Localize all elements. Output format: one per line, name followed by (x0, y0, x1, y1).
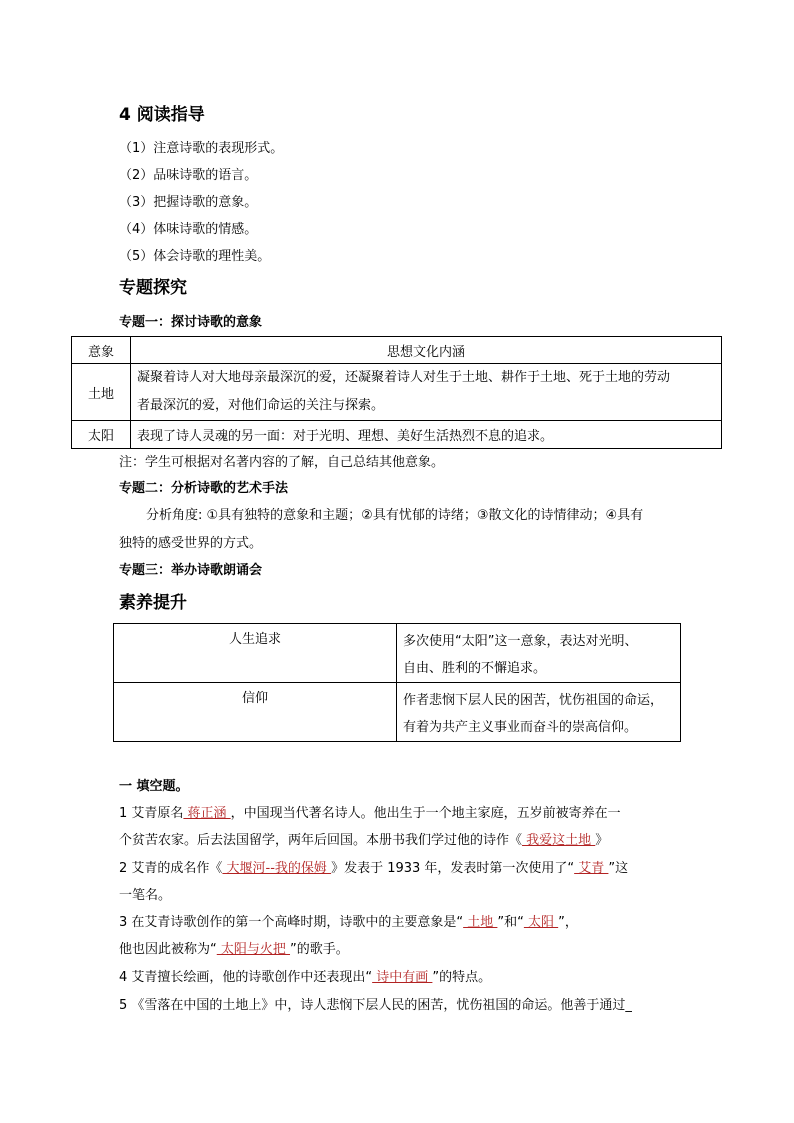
table-header-row (72, 337, 722, 364)
question-3-cont (119, 938, 349, 957)
question-text: 他也因此被称为“ (119, 942, 217, 957)
fill-blank-title: 一 填空题。 (119, 779, 189, 794)
literacy-label: 人生追求 (114, 624, 397, 683)
question-text: ，中国现当代著名诗人。他出生于一个地主家庭，五岁前被寄养在一 (230, 806, 621, 821)
table-header-cell: 思想文化内涵 (131, 337, 722, 364)
meaning-line: 凝聚着诗人对大地母亲最深沉的爱，还凝聚着诗人对生于土地、耕作于土地、死于土地的劳动 (137, 370, 671, 385)
question-text: 1 艾青原名 (119, 806, 184, 821)
question-text: ”的特点。 (432, 970, 492, 985)
answer-blank: 太阳与火把 (216, 942, 291, 957)
literacy-label: 信仰 (114, 683, 397, 742)
topic-2-title: 专题二：分析诗歌的艺术手法 (119, 481, 289, 496)
literacy-line: 作者悲悯下层人民的困苦，忧伤祖国的命运， (403, 693, 664, 708)
question-text: 》 (595, 833, 609, 848)
reading-item: （5）体会诗歌的理性美。 (119, 249, 271, 264)
question-2-cont: 一笔名。 (119, 888, 172, 903)
literacy-line: 有着为共产主义事业而奋斗的崇高信仰。 (403, 720, 638, 735)
table-row (72, 421, 722, 449)
literacy-title: 素养提升 (119, 593, 187, 613)
question-text: ”， (558, 915, 578, 930)
literacy-text (397, 683, 681, 742)
imagery-table (71, 336, 722, 449)
answer-blank: 大堰河--我的保姆 (222, 861, 332, 876)
question-5: 5 《雪落在中国的土地上》中，诗人悲悯下层人民的困苦，忧伤祖国的命运。他善于通过_ (119, 998, 632, 1013)
answer-blank: 蒋正涵 (183, 806, 231, 821)
question-3 (119, 911, 578, 930)
table-row (114, 683, 681, 742)
reading-item: （3）把握诗歌的意象。 (119, 195, 258, 210)
literacy-table (113, 623, 681, 742)
question-text: ”这 (608, 861, 629, 876)
answer-blank: 太阳 (523, 915, 559, 930)
question-text: 4 艾青擅长绘画，他的诗歌创作中还表现出“ (119, 970, 373, 985)
question-2 (119, 857, 628, 876)
literacy-line: 多次使用“太阳”这一意象，表达对光明、 (403, 634, 638, 649)
table-note: 注：学生可根据对名著内容的了解，自己总结其他意象。 (119, 455, 445, 470)
question-text: ”和“ (497, 915, 524, 930)
reading-item: （2）品味诗歌的语言。 (119, 168, 258, 183)
topic-2-text: 独特的感受世界的方式。 (119, 536, 263, 551)
table-cell-meaning: 表现了诗人灵魂的另一面：对于光明、理想、美好生活热烈不息的追求。 (131, 421, 722, 449)
topic-section-title: 专题探究 (119, 278, 187, 298)
table-row (72, 364, 722, 421)
reading-guide-title: 4 阅读指导 (119, 105, 205, 125)
table-cell-meaning (131, 364, 722, 421)
topic-3-title: 专题三：举办诗歌朗诵会 (119, 563, 263, 578)
question-text: 个贫苦农家。后去法国留学，两年后回国。本册书我们学过他的诗作《 (119, 833, 523, 848)
answer-blank: 我爱这土地 (522, 833, 596, 848)
reading-item: （4）体味诗歌的情感。 (119, 222, 258, 237)
literacy-text (397, 624, 681, 683)
question-text: 2 艾青的成名作《 (119, 861, 223, 876)
answer-blank: 土地 (463, 915, 498, 930)
answer-blank: 诗中有画 (372, 970, 433, 985)
question-1-cont (119, 829, 608, 848)
topic-1-title: 专题一：探讨诗歌的意象 (119, 315, 263, 330)
answer-blank: 艾青 (574, 861, 609, 876)
table-cell-image: 太阳 (72, 421, 131, 449)
reading-item: （1）注意诗歌的表现形式。 (119, 141, 284, 156)
table-row (114, 624, 681, 683)
literacy-line: 自由、胜利的不懈追求。 (403, 661, 547, 676)
question-text: 3 在艾青诗歌创作的第一个高峰时期，诗歌中的主要意象是“ (119, 915, 464, 930)
topic-2-text: 分析角度: ①具有独特的意象和主题；②具有忧郁的诗绪；③散文化的诗情律动；④具有 (146, 508, 644, 523)
table-header-cell: 意象 (72, 337, 131, 364)
question-text: 》发表于 1933 年，发表时第一次使用了“ (331, 861, 575, 876)
meaning-line: 者最深沉的爱，对他们命运的关注与探索。 (137, 398, 385, 413)
question-4 (119, 966, 491, 985)
question-text: ”的歌手。 (290, 942, 349, 957)
table-cell-image: 土地 (72, 364, 131, 421)
question-1 (119, 802, 621, 821)
